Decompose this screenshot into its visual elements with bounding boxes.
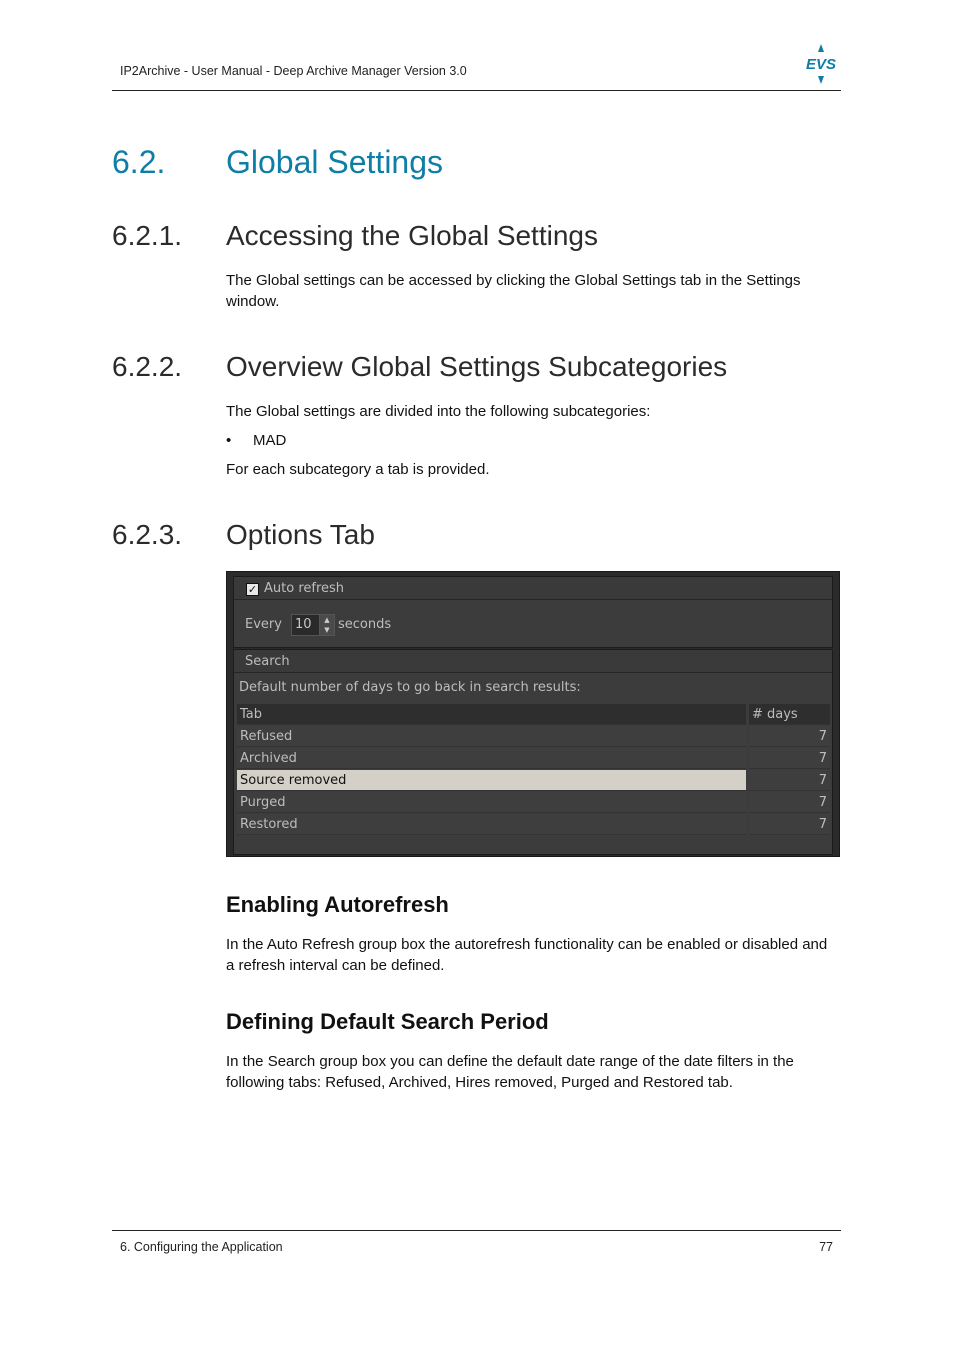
paragraph-line: The Global settings can be accessed by clicking the Global Settings tab in the Settings	[226, 272, 801, 289]
table-row-selected[interactable]	[237, 770, 830, 792]
section-title: Overview Global Settings Subcategories	[226, 351, 728, 382]
groupbox-header	[234, 577, 832, 600]
footer-rule	[112, 1230, 841, 1231]
options-tab-screenshot	[226, 571, 840, 857]
days-cell[interactable]: 7	[749, 726, 830, 747]
auto-refresh-label: Auto refresh	[264, 581, 345, 596]
auto-refresh-groupbox	[233, 576, 833, 648]
seconds-label: seconds	[338, 617, 392, 632]
column-header-tab[interactable]: Tab	[237, 704, 746, 725]
overview-intro: The Global settings are divided into the following subcategories:	[226, 403, 651, 420]
tab-cell: Purged	[237, 792, 746, 813]
page-number: 77	[819, 1240, 833, 1254]
paragraph-line: In the Search group box you can define the default date range of the date filters in the	[226, 1053, 794, 1070]
days-cell[interactable]: 7	[749, 814, 830, 835]
section-title: Global Settings	[226, 144, 444, 180]
section-number: 6.2.3.	[112, 519, 183, 550]
search-description: Default number of days to go back in search results:	[239, 680, 581, 695]
interval-spinbox[interactable]	[291, 614, 335, 636]
header-rule	[112, 90, 841, 91]
accessing-paragraph	[226, 270, 846, 312]
overview-outro: For each subcategory a tab is provided.	[226, 461, 490, 478]
paragraph-line: window.	[226, 293, 280, 310]
paragraph-line: following tabs: Refused, Archived, Hires removed, Purged and Restored tab.	[226, 1074, 733, 1091]
table-row[interactable]	[237, 726, 830, 748]
groupbox-header	[234, 650, 832, 673]
bullet-item: MAD	[253, 432, 287, 449]
tab-cell: Restored	[237, 814, 746, 835]
spin-up-icon[interactable]: ▲	[324, 616, 330, 624]
table-row[interactable]	[237, 814, 830, 836]
column-header-days[interactable]: # days	[749, 704, 830, 725]
footer-chapter: 6. Configuring the Application	[120, 1240, 283, 1254]
days-cell[interactable]: 7	[749, 792, 830, 813]
table-row[interactable]	[237, 748, 830, 770]
days-cell[interactable]: 7	[749, 770, 830, 791]
every-label: Every	[245, 617, 282, 632]
tab-cell: Archived	[237, 748, 746, 769]
section-title: Accessing the Global Settings	[226, 220, 598, 251]
tab-cell: Refused	[237, 726, 746, 747]
autorefresh-paragraph	[226, 934, 846, 976]
search-label: Search	[245, 654, 290, 669]
spin-buttons	[319, 615, 334, 635]
search-period-paragraph	[226, 1051, 846, 1093]
paragraph-line: In the Auto Refresh group box the autorefresh functionality can be enabled or disabled and	[226, 936, 828, 953]
table-row[interactable]	[237, 792, 830, 814]
bullet-list	[226, 430, 846, 451]
section-number: 6.2.	[112, 144, 166, 180]
evs-logo	[803, 44, 839, 84]
paragraph-line: a refresh interval can be defined.	[226, 957, 445, 974]
spin-down-icon[interactable]: ▼	[324, 626, 330, 634]
search-groupbox	[233, 649, 833, 855]
tab-cell: Source removed	[237, 770, 746, 791]
heading-enabling-autorefresh: Enabling Autorefresh	[226, 892, 449, 917]
bullet-glyph: •	[226, 432, 232, 449]
interval-value[interactable]: 10	[295, 617, 312, 632]
heading-defining-search-period: Defining Default Search Period	[226, 1009, 549, 1034]
days-cell[interactable]: 7	[749, 748, 830, 769]
header-title: IP2Archive - User Manual - Deep Archive Manager Version 3.0	[120, 64, 467, 78]
section-number: 6.2.2.	[112, 351, 183, 382]
table-header-row	[237, 704, 830, 726]
logo-text: EVS	[805, 56, 837, 73]
auto-refresh-checkbox[interactable]: ✓	[247, 583, 258, 596]
section-title: Options Tab	[226, 519, 375, 550]
section-number: 6.2.1.	[112, 220, 183, 251]
